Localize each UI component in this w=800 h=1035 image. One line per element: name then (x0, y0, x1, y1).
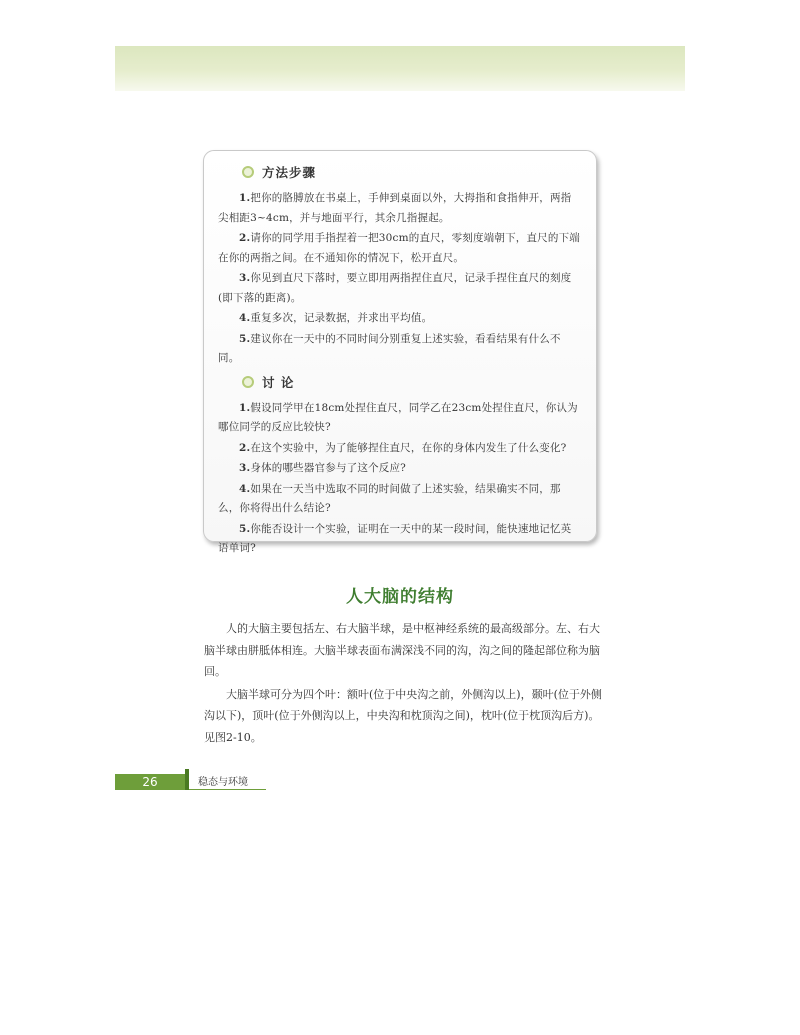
discussion-title: 讨 论 (262, 374, 295, 390)
method-discussion-box (203, 150, 597, 554)
footer-underline (189, 789, 266, 790)
page-number: 26 (115, 774, 185, 790)
book-title: 稳态与环境 (198, 777, 248, 788)
method-step: 1.把你的胳膊放在书桌上，手伸到桌面以外，大拇指和食指伸开，两指尖相距3~4cm，并与地面平行，其余几指握起。 (218, 192, 572, 224)
circle-bullet-icon (242, 166, 254, 178)
discussion-question: 1.假设同学甲在18cm处捏住直尺，同学乙在23cm处捏住直尺，你认为哪位同学的反应比较快? (218, 401, 578, 433)
discussion-question: 3.身体的哪些器官参与了这个反应? (239, 462, 407, 474)
method-step: 2.请你的同学用手指捏着一把30cm的直尺，零刻度端朝下，直尺的下端在你的两指之间。在不通知你的情况下，松开直尺。 (218, 232, 580, 264)
circle-bullet-icon (242, 376, 254, 388)
method-step: 5.建议你在一天中的不同时间分别重复上述实验，看看结果有什么不同。 (218, 332, 561, 364)
header-band (115, 46, 685, 91)
body-paragraph: 大脑半球可分为四个叶：额叶(位于中央沟之前，外侧沟以上)，颞叶(位于外侧沟以下)，顶叶(位于外侧沟以上，中央沟和枕顶沟之间)，枕叶(位于枕顶沟后方)。见图2-10。 (204, 687, 602, 744)
discussion-question: 4.如果在一天当中选取不同的时间做了上述实验，结果确实不同，那么，你将得出什么结论? (218, 482, 561, 514)
footer-divider (185, 769, 189, 790)
section-body (204, 618, 602, 749)
discussion-question: 5.你能否设计一个实验，证明在一天中的某一段时间，能快速地记忆英语单词? (218, 522, 572, 554)
method-step: 4.重复多次，记录数据，并求出平均值。 (239, 312, 433, 324)
discussion-heading (242, 373, 582, 391)
method-heading (242, 163, 582, 181)
method-step: 3.你见到直尺下落时，要立即用两指捏住直尺，记录手捏住直尺的刻度(即下落的距离)。 (218, 272, 572, 304)
discussion-question: 2.在这个实验中，为了能够捏住直尺，在你的身体内发生了什么变化? (239, 441, 567, 454)
section-title: 人大脑的结构 (346, 587, 454, 607)
method-title: 方法步骤 (262, 165, 317, 180)
body-paragraph: 人的大脑主要包括左、右大脑半球，是中枢神经系统的最高级部分。左、右大脑半球由胼胝体相连。大脑半球表面布满深浅不同的沟，沟之间的隆起部位称为脑回。 (204, 622, 600, 678)
